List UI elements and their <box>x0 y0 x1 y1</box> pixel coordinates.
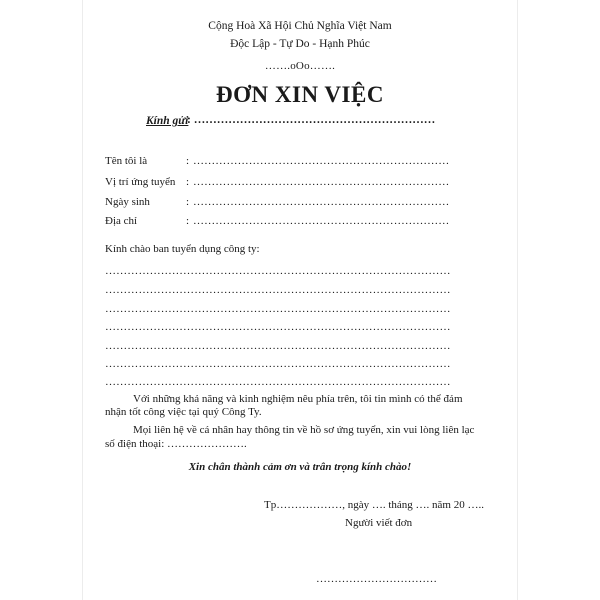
recipient-blank[interactable]: : ……………………………………………………… <box>187 114 436 126</box>
blank-line[interactable]: ………………………………………………………………………………… <box>105 265 451 277</box>
signer-label: Người viết đơn <box>345 517 413 529</box>
field-colon: : <box>186 176 190 188</box>
field-blank-name[interactable]: …………………………………………………………… <box>193 155 450 167</box>
field-colon: : <box>186 196 190 208</box>
field-blank-address[interactable]: …………………………………………………………… <box>193 215 450 227</box>
date-line: Tp………………, ngày …. tháng …. năm 20 ….. <box>264 499 484 511</box>
blank-line[interactable]: ………………………………………………………………………………… <box>105 358 451 370</box>
field-blank-position[interactable]: …………………………………………………………… <box>193 176 450 188</box>
field-label-address: Địa chỉ <box>105 215 138 227</box>
paragraph-2-line-2: số điện thoại: …………………. <box>105 438 247 450</box>
blank-line[interactable]: ………………………………………………………………………………… <box>105 376 451 388</box>
blank-line[interactable]: ………………………………………………………………………………… <box>105 303 451 315</box>
closing-sentence: Xin chân thành cảm ơn và trân trọng kính chào! <box>188 461 412 473</box>
signature-line[interactable]: …………………………… <box>316 573 437 585</box>
blank-line[interactable]: ………………………………………………………………………………… <box>105 284 451 296</box>
blank-line[interactable]: ………………………………………………………………………………… <box>105 340 451 352</box>
header-separator: …….oOo……. <box>264 60 336 72</box>
field-colon: : <box>186 155 190 167</box>
document-title: ĐƠN XIN VIỆC <box>216 82 384 107</box>
blank-line[interactable]: ………………………………………………………………………………… <box>105 321 451 333</box>
national-heading: Cộng Hoà Xã Hội Chủ Nghĩa Việt Nam <box>208 20 392 32</box>
field-label-name: Tên tôi là <box>105 155 148 167</box>
paragraph-2-line-1: Mọi liên hệ về cá nhân hay thông tin về hồ sơ ứng tuyển, xin vui lòng liên lạc <box>133 424 475 436</box>
recipient-label: Kính gửi <box>146 115 189 127</box>
national-motto: Độc Lập - Tự Do - Hạnh Phúc <box>230 38 370 50</box>
field-label-position: Vị trí ứng tuyển <box>105 176 176 188</box>
field-colon: : <box>186 215 190 227</box>
field-blank-birthdate[interactable]: …………………………………………………………… <box>193 196 450 208</box>
paragraph-1-line-1: Với những khả năng và kinh nghiệm nêu phía trên, tôi tin mình có thể đảm <box>133 393 463 405</box>
greeting-text: Kính chào ban tuyển dụng công ty: <box>105 243 260 255</box>
paragraph-1-line-2: nhận tốt công việc tại quý Công Ty. <box>105 406 262 418</box>
field-label-birthdate: Ngày sinh <box>105 196 150 208</box>
